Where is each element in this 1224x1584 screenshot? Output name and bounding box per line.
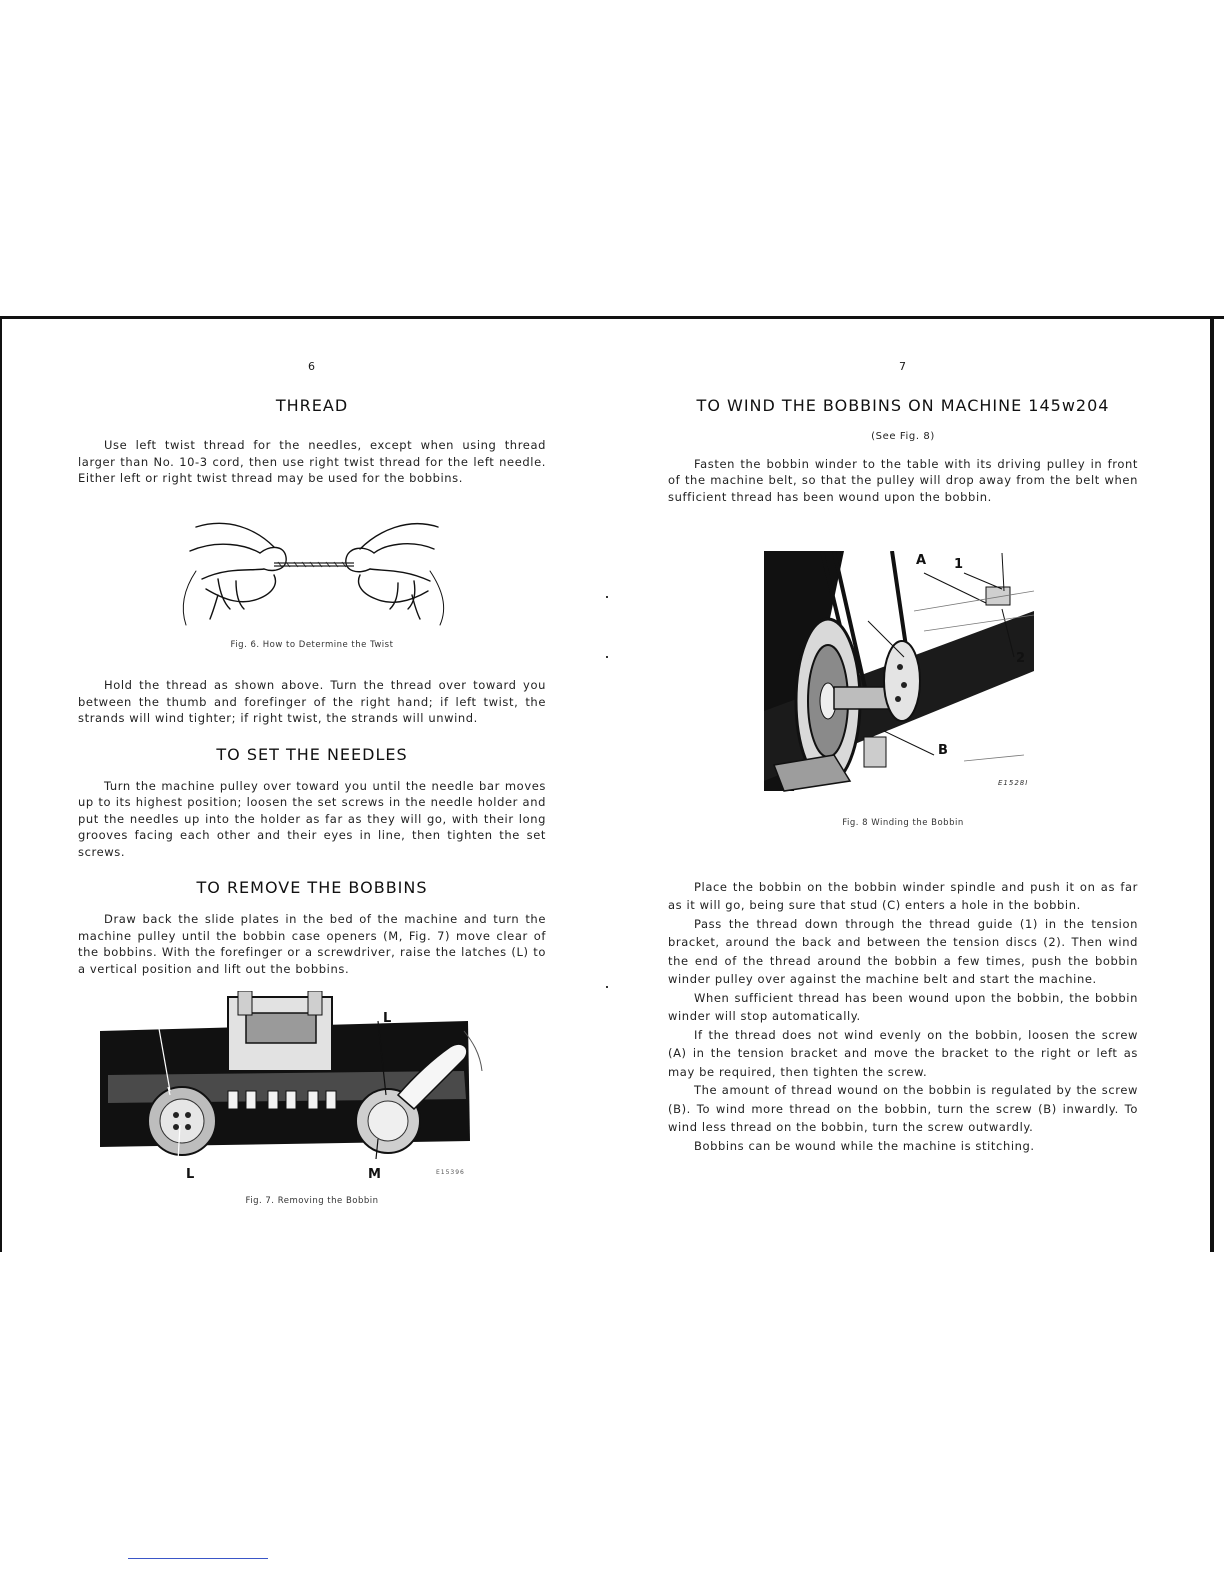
page-number: 6	[308, 360, 316, 373]
fig7-label-l-top: L	[383, 1011, 392, 1026]
hold-thread-paragraph: Hold the thread as shown above. Turn the thread over toward you between the thumb and forefinger of the right hand; if left twist, the strands will wind tighter; if right twist, the strands will unwind.	[78, 678, 546, 725]
fig8-label-a: A	[916, 553, 927, 568]
winding-paragraph-5: The amount of thread wound on the bobbin is regulated by the screw (B). To wind more thread on the bobbin, turn the screw (B) inwardly. To wind less thread on the bobbin, turn the screw outwardly.	[668, 1083, 1138, 1134]
section-heading-remove-bobbins: TO REMOVE THE BOBBINS	[196, 878, 428, 897]
wind-intro-paragraph: Fasten the bobbin winder to the table with its driving pulley in front of the machine belt, so that the pulley will drop away from the belt when sufficient thread has been wound upon the bobbin.	[668, 456, 1138, 504]
fig8-label-b: B	[938, 743, 948, 758]
fig7-caption: Fig. 7. Removing the Bobbin	[245, 1196, 379, 1206]
bobbin-removal-photo	[78, 991, 546, 1185]
fig7-ref-code: E15396	[436, 1169, 465, 1176]
bottom-link-underline	[128, 1558, 268, 1559]
fig8-caption: Fig. 8 Winding the Bobbin	[842, 818, 964, 828]
gutter-mark	[606, 596, 608, 598]
fig7-label-l-bottom: L	[186, 1167, 195, 1182]
fig8-ref-code: E1528I	[998, 779, 1029, 787]
left-page	[78, 360, 546, 1210]
twist-hands-illustration	[78, 509, 546, 629]
fig7-label-m-top: M	[150, 1011, 163, 1026]
winding-paragraph-6: Bobbins can be wound while the machine is stitching.	[694, 1138, 1035, 1153]
winding-paragraph-2: Pass the thread down through the thread guide (1) in the tension bracket, around the back and between the tension discs (2). Then wind the end of the thread around the bobbin a few times, push the bobbin winder pulley over against the machine belt and start the machine.	[668, 916, 1138, 986]
fig8-figure	[764, 551, 1036, 793]
remove-bobbins-paragraph: Draw back the slide plates in the bed of the machine and turn the machine pulley until the bobbin case openers (M, Fig. 7) move clear of the bobbins. With the forefinger or a screwdriver, raise the latches (L) to a vertical position and lift out the bobbins.	[78, 912, 546, 976]
spread-top-border	[0, 316, 1224, 319]
spread-left-border	[0, 316, 2, 1252]
thread-paragraph: Use left twist thread for the needles, except when using thread larger than No. 10-3 cord, then use right twist thread for the left needle. Either left or right twist thread may be used for the bobbins.	[78, 438, 546, 485]
set-needles-paragraph: Turn the machine pulley over toward you until the needle bar moves up to its highest position; loosen the set screws in the needle holder and put the needles up into the holder as far as they will go, with their long grooves facing each other and their eyes in line, then tighten the set screws.	[78, 778, 546, 859]
bobbin-winder-photo	[764, 551, 1036, 793]
fig8-label-2: 2	[1016, 651, 1026, 666]
gutter-mark	[606, 986, 608, 988]
page-number: 7	[899, 360, 907, 373]
fig7-label-m-bottom: M	[368, 1167, 381, 1182]
fig8-label-c: C	[856, 601, 866, 616]
winding-paragraph-4: If the thread does not wind evenly on the bobbin, loosen the screw (A) in the tension bracket and move the bracket to the right or left as may be required, then tighten the screw.	[668, 1027, 1138, 1079]
fig6-caption: Fig. 6. How to Determine the Twist	[230, 639, 394, 650]
right-page	[668, 360, 1138, 1155]
spread-right-border	[1210, 316, 1214, 1252]
fig7-figure	[78, 991, 546, 1185]
section-subheading: (See Fig. 8)	[871, 431, 935, 442]
fig8-label-1: 1	[954, 557, 964, 572]
winding-paragraph-3: When sufficient thread has been wound upon the bobbin, the bobbin winder will stop automatically.	[668, 990, 1138, 1023]
section-heading-thread: THREAD	[275, 396, 349, 415]
gutter-mark	[606, 656, 608, 658]
section-heading-set-needles: TO SET THE NEEDLES	[216, 744, 408, 764]
winding-paragraph-1: Place the bobbin on the bobbin winder spindle and push it on as far as it will go, being sure that stud (C) enters a hole in the bobbin.	[668, 879, 1138, 912]
fig6-figure	[78, 509, 546, 629]
section-heading-wind-bobbins: TO WIND THE BOBBINS ON MACHINE 145w204	[696, 396, 1110, 415]
